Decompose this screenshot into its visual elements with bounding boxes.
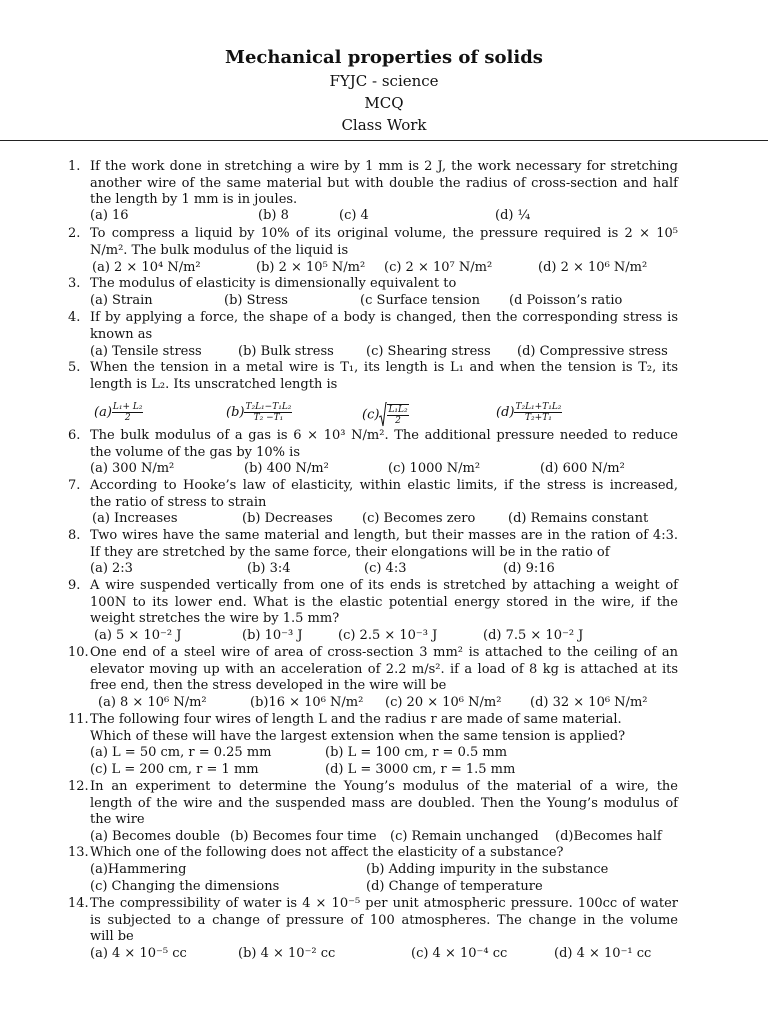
subtitle-class: FYJC - science <box>329 72 439 90</box>
option-d: (d) $\frac{\text{T₂L₁+T₁L₂}}{\text{T₂+T₁}}$ <box>496 402 562 423</box>
option-b: (b) 8 <box>258 208 289 223</box>
question-text: another wire of the same material but with double the radius of cross-section and half <box>90 175 678 191</box>
option-b: (b) Stress <box>224 293 288 308</box>
question-number: 10. <box>68 645 89 660</box>
option-d: (d) Compressive stress <box>517 344 668 359</box>
option-d: (d) Remains constant <box>508 511 649 526</box>
option-d: (d) ¼ <box>495 208 531 223</box>
option-c: (c) $\frac{\text{L₁L₂}}{2}$ <box>362 402 409 428</box>
option-b: (b) 10⁻³ J <box>242 628 303 643</box>
question-10 <box>68 645 678 695</box>
options-3 <box>90 293 680 309</box>
question-3 <box>68 276 678 293</box>
question-text: One end of a steel wire of area of cross-section 3 mm² is attached to the ceiling of an <box>90 645 678 660</box>
fraction: $\frac{\text{T₂L₁−T₁L₂}}{\text{T₂ −T₁}}$ <box>245 402 292 423</box>
option-c: (c) Becomes zero <box>362 511 476 526</box>
question-14 <box>68 896 678 946</box>
question-9 <box>68 578 678 628</box>
question-text: the wire <box>90 812 145 827</box>
question-text: will be <box>90 929 134 944</box>
question-text: Two wires have the same material and length, but their masses are in the ration of 4:3. <box>90 528 678 543</box>
option-c: (c) Changing the dimensions <box>90 879 280 894</box>
question-text: In an experiment to determine the Young’s modulus of the material of a wire, the <box>90 779 678 794</box>
question-text: length is L₂. Its unscratched length is <box>90 376 338 392</box>
question-1 <box>68 159 678 209</box>
option-a: (a) 5 × 10⁻² J <box>94 628 182 643</box>
option-d: (d) 2 × 10⁶ N/m² <box>538 260 648 275</box>
question-text: If by applying a force, the shape of a body is changed, then the corresponding stress is <box>90 310 678 325</box>
option-d: (d) Change of temperature <box>366 879 543 894</box>
question-number: 14. <box>68 896 89 911</box>
option-b: (b) L = 100 cm, r = 0.5 mm <box>325 745 508 760</box>
question-number: 6. <box>68 428 81 443</box>
question-11 <box>68 712 678 745</box>
option-b: (b) Adding impurity in the substance <box>366 862 609 877</box>
header-divider <box>0 140 768 141</box>
subtitle-type: MCQ <box>364 94 404 112</box>
option-a: (a) Becomes double <box>90 829 220 844</box>
option-d: (d) 7.5 × 10⁻² J <box>483 628 584 643</box>
option-a: (a) L = 50 cm, r = 0.25 mm <box>90 745 272 760</box>
options-2 <box>92 260 682 276</box>
option-a: (a) 300 N/m² <box>90 461 175 476</box>
question-2 <box>68 226 678 259</box>
question-text: weight stretches the wire by 1.5 mm? <box>90 611 340 626</box>
question-number: 1. <box>68 159 81 174</box>
question-number: 4. <box>68 310 81 325</box>
question-text: elevator moving up with an acceleration of 2.2 m/s². if a load of 8 kg is attached at its <box>90 661 678 677</box>
option-a: (a) 2:3 <box>90 561 133 576</box>
options-9 <box>94 628 684 644</box>
question-text: is subjected to a change of pressure of 100 atmospheres. The change in the volume <box>90 912 678 928</box>
option-d: (d)Becomes half <box>555 829 662 844</box>
option-c: (c) 4 × 10⁻⁴ cc <box>411 946 508 961</box>
options-4 <box>90 344 680 360</box>
option-a: (a) 8 × 10⁶ N/m² <box>98 695 207 710</box>
question-text: the ratio of stress to strain <box>90 494 267 510</box>
question-6 <box>68 428 678 461</box>
question-number: 13. <box>68 845 89 860</box>
option-d: (d) L = 3000 cm, r = 1.5 mm <box>325 762 516 777</box>
option-b: (b) 4 × 10⁻² cc <box>238 946 336 961</box>
question-text: If the work done in stretching a wire by 1 mm is 2 J, the work necessary for stretching <box>90 159 678 174</box>
question-13 <box>68 845 678 862</box>
option-b: (b) $\frac{\text{T₂L₁−T₁L₂}}{\text{T₂ −T₁}}$ <box>226 402 292 423</box>
question-text: N/m². The bulk modulus of the liquid is <box>90 242 349 258</box>
question-text: The bulk modulus of a gas is 6 × 10³ N/m². The additional pressure needed to reduce <box>90 428 678 443</box>
question-text: Which one of the following does not affect the elasticity of a substance? <box>90 845 564 860</box>
option-b: (b) 2 × 10⁵ N/m² <box>256 260 366 275</box>
option-c: (c) 1000 N/m² <box>388 461 481 476</box>
options-14 <box>90 946 680 962</box>
question-number: 2. <box>68 226 81 241</box>
option-b: (b) 400 N/m² <box>244 461 329 476</box>
option-c: (c) 2 × 10⁷ N/m² <box>384 260 493 275</box>
option-c: (c) Shearing stress <box>366 344 491 359</box>
question-text: Which of these will have the largest extension when the same tension is applied? <box>90 728 626 744</box>
question-number: 8. <box>68 528 81 543</box>
option-a: (a) 16 <box>90 208 129 223</box>
option-d: (d Poisson’s ratio <box>509 293 623 308</box>
option-c: (c) 4:3 <box>364 561 407 576</box>
question-number: 12. <box>68 779 89 794</box>
option-a: (a) Tensile stress <box>90 344 202 359</box>
question-text: the volume of the gas by 10% is <box>90 444 300 460</box>
question-text: The compressibility of water is 4 × 10⁻⁵ per unit atmospheric pressure. 100cc of water <box>90 896 678 911</box>
document-title: Mechanical properties of solids <box>225 47 543 68</box>
option-c: (c) 20 × 10⁶ N/m² <box>385 695 502 710</box>
question-text: A wire suspended vertically from one of its ends is stretched by attaching a weight of <box>90 578 678 593</box>
question-5 <box>68 360 678 393</box>
option-a: (a)Hammering <box>90 862 187 877</box>
question-7 <box>68 478 678 511</box>
option-b: (b) 3:4 <box>247 561 291 576</box>
option-c: (c) Remain unchanged <box>390 829 539 844</box>
fraction: $\frac{\text{L₁+ L₂}}{2}$ <box>112 402 143 423</box>
option-d: (d) 32 × 10⁶ N/m² <box>530 695 648 710</box>
question-text: When the tension in a metal wire is T₁, its length is L₁ and when the tension is T₂, its <box>90 360 678 375</box>
question-text: the length by 1 mm is in joules. <box>90 192 298 207</box>
question-text: The modulus of elasticity is dimensionally equivalent to <box>90 276 457 291</box>
question-12 <box>68 779 678 829</box>
question-number: 11. <box>68 712 89 727</box>
options-13 <box>90 862 680 896</box>
option-c: (c) 2.5 × 10⁻³ J <box>338 628 438 643</box>
question-number: 9. <box>68 578 81 593</box>
question-number: 3. <box>68 276 81 291</box>
square-root-icon <box>379 402 387 428</box>
option-a: (a) Strain <box>90 293 153 308</box>
question-text: length of the wire and the suspended mass are doubled. Then the Young’s modulus of <box>90 795 678 811</box>
options-7 <box>92 511 682 527</box>
options-8 <box>90 561 680 577</box>
option-c: (c Surface tension <box>360 293 480 308</box>
question-text: If they are stretched by the same force, their elongations will be in the ratio of <box>90 544 610 560</box>
options-11 <box>90 745 680 779</box>
option-a: (a) 2 × 10⁴ N/m² <box>92 260 201 275</box>
question-text: The following four wires of length L and the radius r are made of same material. <box>90 712 622 727</box>
options-10 <box>98 695 688 711</box>
option-a: (a) $\frac{\text{L₁+ L₂}}{2}$ <box>94 402 143 423</box>
question-number: 5. <box>68 360 81 375</box>
subtitle-work: Class Work <box>341 116 427 134</box>
option-d: (d) 4 × 10⁻¹ cc <box>554 946 652 961</box>
option-a: (a) Increases <box>92 511 178 526</box>
option-b: (b) Becomes four time <box>230 829 377 844</box>
option-b: (b) Bulk stress <box>238 344 334 359</box>
option-b: (b) Decreases <box>242 511 333 526</box>
question-text: known as <box>90 326 153 342</box>
options-12 <box>90 829 680 845</box>
option-a: (a) 4 × 10⁻⁵ cc <box>90 946 187 961</box>
options-1 <box>90 208 680 224</box>
question-number: 7. <box>68 478 81 493</box>
question-8 <box>68 528 678 561</box>
question-4 <box>68 310 678 343</box>
options-5 <box>94 398 684 430</box>
question-text: 100N to its lower end. What is the elastic potential energy stored in the wire, if the <box>90 594 678 610</box>
fraction: $\frac{\text{T₂L₁+T₁L₂}}{\text{T₂+T₁}}$ <box>515 402 562 423</box>
question-text: free end, then the stress developed in the wire will be <box>90 678 447 693</box>
option-c: (c) 4 <box>339 208 369 223</box>
option-c: (c) L = 200 cm, r = 1 mm <box>90 762 259 777</box>
option-d: (d) 9:16 <box>503 561 555 576</box>
fraction: $\frac{\text{L₁L₂}}{2}$ <box>388 405 408 426</box>
option-d: (d) 600 N/m² <box>540 461 625 476</box>
option-b: (b)16 × 10⁶ N/m² <box>250 695 364 710</box>
question-text: To compress a liquid by 10% of its original volume, the pressure required is 2 × 10⁵ <box>90 226 678 241</box>
question-text: According to Hooke’s law of elasticity, within elastic limits, if the stress is increased, <box>90 478 678 493</box>
options-6 <box>90 461 680 477</box>
